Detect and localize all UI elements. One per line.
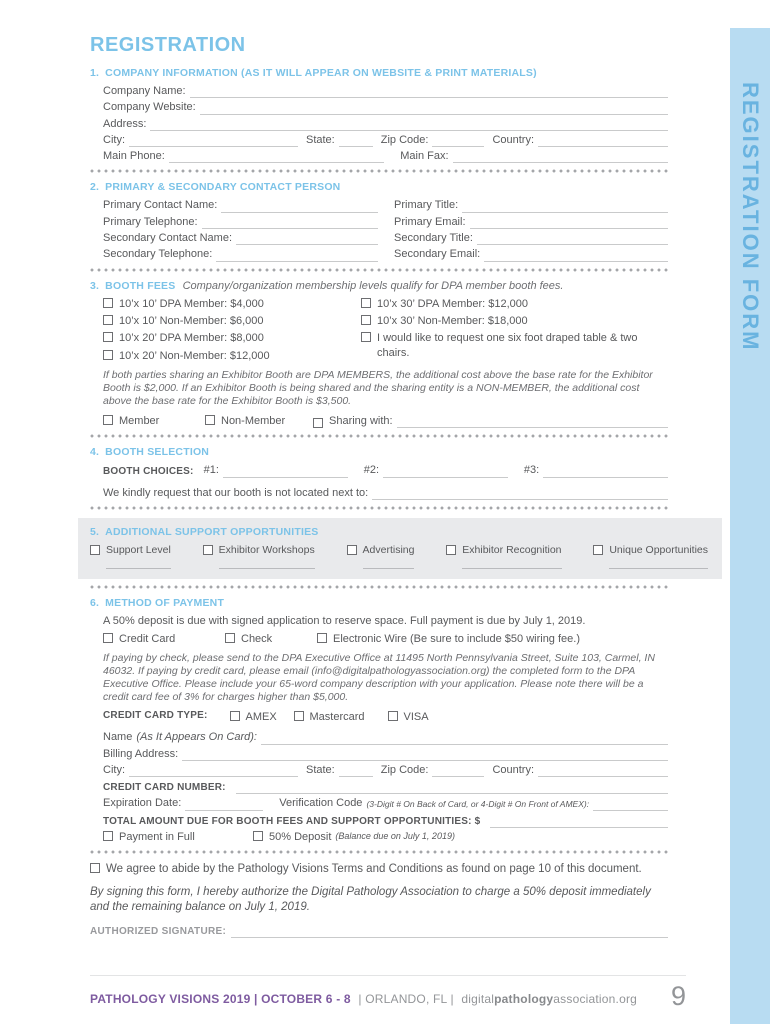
checkbox-support-level[interactable] <box>90 545 100 555</box>
option-support-level <box>90 544 171 570</box>
option-10x30-dpa-member <box>361 297 668 311</box>
input-line-billing-address[interactable] <box>182 749 668 761</box>
row-booth-choices <box>103 463 668 477</box>
exhibitor-workshops-label: Exhibitor Workshops <box>218 543 315 556</box>
label-billing-country: Country: <box>492 763 535 776</box>
row-phone-fax <box>103 149 668 163</box>
input-line-primary-contact-name[interactable] <box>221 201 378 213</box>
footer-location: | ORLANDO, FL | <box>358 992 454 1006</box>
sharing-with-label: Sharing with: <box>329 414 393 427</box>
unique-opportunities-label: Unique Opportunities <box>609 543 708 556</box>
option-label: 10’x 20’ DPA Member: $8,000 <box>119 332 264 345</box>
checkbox-10x30-non-member[interactable] <box>361 315 371 325</box>
label-billing-city: City: <box>103 763 125 776</box>
option-payment-in-full <box>103 830 253 844</box>
checkbox-advertising[interactable] <box>347 545 357 555</box>
section-2-title: PRIMARY & SECONDARY CONTACT PERSON <box>105 181 341 194</box>
label-choice-2: #2: <box>363 464 380 477</box>
option-exhibitor-recognition <box>446 544 561 570</box>
input-line-exhibitor-workshops[interactable] <box>219 559 315 569</box>
checkbox-unique-opportunities[interactable] <box>593 545 603 555</box>
input-line-choice-2[interactable] <box>383 466 508 478</box>
footer-url-prefix: digital <box>461 992 495 1006</box>
checkbox-10x20-non-member[interactable] <box>103 350 113 360</box>
label-authorized-signature: AUTHORIZED SIGNATURE: <box>90 926 227 938</box>
payment-in-full-label: Payment in Full <box>119 830 195 843</box>
section-3-title: BOOTH FEES <box>105 279 176 292</box>
label-company-name: Company Name: <box>103 85 186 97</box>
label-address: Address: <box>103 117 147 130</box>
option-label: I would like to request one six foot draped table & two chairs. <box>377 332 638 359</box>
input-line-billing-state[interactable] <box>339 765 373 777</box>
section-3-subtitle: Company/organization membership levels qualify for DPA member booth fees. <box>182 279 564 292</box>
option-label: 10’x 20’ Non-Member: $12,000 <box>119 349 270 362</box>
option-member <box>103 414 205 428</box>
deposit-note: (Balance due on July 1, 2019) <box>335 830 455 841</box>
input-line-primary-email[interactable] <box>470 217 668 229</box>
option-label: 10’x 10’ Non-Member: $6,000 <box>119 314 264 327</box>
input-line-main-phone[interactable] <box>169 151 384 163</box>
dotted-separator <box>90 585 668 589</box>
input-line-expiration-date[interactable] <box>185 799 263 811</box>
row-authorized-signature <box>90 925 668 938</box>
option-draped-table <box>361 331 668 360</box>
checkbox-10x30-dpa-member[interactable] <box>361 298 371 308</box>
input-line-city[interactable] <box>129 135 298 147</box>
checkbox-exhibitor-workshops[interactable] <box>203 545 213 555</box>
label-expiration-date: Expiration Date: <box>103 797 182 810</box>
checkbox-visa[interactable] <box>388 711 398 721</box>
input-line-secondary-contact-name[interactable] <box>236 233 378 245</box>
section-1-title: COMPANY INFORMATION (AS IT WILL APPEAR ON WEBSITE & PRINT MATERIALS) <box>105 67 537 79</box>
registration-form-sidebar <box>730 28 770 1024</box>
credit-card-label: Credit Card <box>119 632 176 645</box>
input-line-exhibitor-recognition[interactable] <box>462 559 561 569</box>
option-label: 10’x 30’ Non-Member: $18,000 <box>377 314 528 327</box>
label-primary-title: Primary Title: <box>394 199 459 212</box>
row-primary-contact-name <box>103 198 668 212</box>
label-secondary-email: Secondary Email: <box>394 248 481 261</box>
input-line-address[interactable] <box>150 119 668 131</box>
row-booth-request <box>103 486 668 500</box>
label-choice-3: #3: <box>523 464 540 477</box>
section-contact-person <box>90 181 668 261</box>
label-verification-code: Verification Code <box>279 797 363 810</box>
row-membership <box>103 414 668 428</box>
checkbox-check[interactable] <box>225 633 235 643</box>
input-line-credit-card-number[interactable] <box>236 782 668 794</box>
option-10x10-dpa-member <box>103 297 361 311</box>
input-line-state[interactable] <box>339 135 373 147</box>
booth-sharing-note: If both parties sharing an Exhibitor Booth are DPA MEMBERS, the additional cost above the base rate for the Exhibitor Booth is $2,000. If an Exhibitor Booth is being shared and the sharing entity is a NON-MEMBER, the additional cost above the base rate for the Exhibitor Booth is $3,500. <box>103 368 653 407</box>
label-main-fax: Main Fax: <box>400 150 449 163</box>
checkbox-sharing-with[interactable] <box>313 418 323 428</box>
advertising-label: Advertising <box>362 543 415 556</box>
checkbox-10x20-dpa-member[interactable] <box>103 332 113 342</box>
label-primary-contact-name: Primary Contact Name: <box>103 199 218 212</box>
option-50-deposit <box>253 830 455 844</box>
input-line-billing-country[interactable] <box>538 765 668 777</box>
dotted-separator <box>90 850 668 854</box>
row-primary-telephone <box>103 215 668 229</box>
option-amex <box>230 710 294 724</box>
section-method-of-payment <box>90 597 668 843</box>
label-secondary-title: Secondary Title: <box>394 232 473 245</box>
amex-label: AMEX <box>245 711 277 724</box>
option-10x20-dpa-member <box>103 331 361 345</box>
input-line-total-amount[interactable] <box>490 816 668 828</box>
label-main-phone: Main Phone: <box>103 150 165 163</box>
checkbox-draped-table[interactable] <box>361 332 371 342</box>
row-expiration-verification <box>103 796 668 810</box>
section-booth-fees <box>90 280 668 429</box>
payment-intro: A 50% deposit is due with signed application to reserve space. Full payment is due by July 1, 2019. <box>103 615 586 628</box>
input-line-sharing-with[interactable] <box>397 416 668 428</box>
option-credit-card <box>103 632 225 646</box>
row-payment-method <box>103 632 668 649</box>
label-verification-note: (3-Digit # On Back of Card, or 4-Digit # On Front of AMEX): <box>366 798 590 809</box>
option-10x20-non-member <box>103 349 361 363</box>
page-footer <box>90 975 686 1010</box>
input-line-unique-opportunities[interactable] <box>609 559 708 569</box>
row-billing-city-state-zip-country <box>103 763 668 777</box>
checkbox-electronic-wire[interactable] <box>317 633 327 643</box>
input-line-booth-request[interactable] <box>372 488 668 500</box>
option-10x30-non-member <box>361 314 668 328</box>
input-line-country[interactable] <box>538 135 668 147</box>
input-line-cardholder-name[interactable] <box>261 733 668 745</box>
section-1-heading <box>90 67 668 79</box>
input-line-company-name[interactable] <box>190 86 668 98</box>
input-line-secondary-email[interactable] <box>484 250 668 262</box>
option-electronic-wire <box>317 632 668 646</box>
input-line-zip-code[interactable] <box>432 135 484 147</box>
label-country: Country: <box>492 133 535 146</box>
label-primary-email: Primary Email: <box>394 215 466 228</box>
section-6-title: METHOD OF PAYMENT <box>105 597 225 610</box>
input-line-advertising[interactable] <box>363 559 415 569</box>
visa-label: VISA <box>403 711 429 724</box>
mastercard-label: Mastercard <box>309 711 365 724</box>
payment-note: If paying by check, please send to the DPA Executive Office at 11495 North Pennsylvania Street, Suite 103, Carmel, IN 46032. If paying by credit card, please email (info@digitalpathologyassociation.org) the completed form to the DPA Executive Office. Please include your 65-word company description with your application. Please note there will be a credit card fee of 3% for charges higher than $5,000. <box>103 652 655 704</box>
input-line-choice-1[interactable] <box>223 466 348 478</box>
dotted-separator <box>90 169 668 173</box>
authorization-statement: By signing this form, I hereby authorize the Digital Pathology Association to charge a 50% deposit immediately and the remaining balance on July 1, 2019. <box>90 885 651 913</box>
row-terms-agreement <box>90 862 668 877</box>
section-1-number: 1. <box>90 67 100 79</box>
checkbox-10x10-non-member[interactable] <box>103 315 113 325</box>
checkbox-credit-card[interactable] <box>103 633 113 643</box>
row-credit-card-type <box>103 710 668 727</box>
checkbox-terms-agreement[interactable] <box>90 863 100 873</box>
section-5-heading <box>90 526 708 538</box>
dotted-separator <box>90 268 668 272</box>
electronic-wire-label: Electronic Wire (Be sure to include $50 wiring fee.) <box>333 632 580 645</box>
row-payment-schedule <box>103 830 668 844</box>
footer-url-emphasis: pathology <box>494 992 554 1006</box>
option-label: 10’x 10’ DPA Member: $4,000 <box>119 297 264 310</box>
footer-website-url <box>461 992 637 1006</box>
label-company-website: Company Website: <box>103 101 196 114</box>
footer-text <box>90 992 637 1010</box>
input-line-primary-title[interactable] <box>462 201 668 213</box>
check-label: Check <box>241 632 273 645</box>
option-mastercard <box>294 710 388 724</box>
option-sharing-with <box>313 414 668 428</box>
terms-agreement-text: We agree to abide by the Pathology Visions Terms and Conditions as found on page 10 of this document. <box>106 862 642 875</box>
input-line-main-fax[interactable] <box>453 151 668 163</box>
option-advertising <box>347 544 415 570</box>
row-secondary-contact-name <box>103 231 668 245</box>
non-member-label: Non-Member <box>221 414 286 427</box>
option-exhibitor-workshops <box>203 544 315 570</box>
label-name: Name <box>103 731 133 744</box>
footer-url-suffix: association.org <box>553 992 638 1006</box>
section-additional-support <box>78 518 722 580</box>
label-city: City: <box>103 133 125 146</box>
input-line-secondary-telephone[interactable] <box>216 250 378 262</box>
label-booth-choices: BOOTH CHOICES: <box>103 465 194 477</box>
label-choice-1: #1: <box>203 464 219 477</box>
label-billing-address: Billing Address: <box>103 747 179 760</box>
section-5-title: ADDITIONAL SUPPORT OPPORTUNITIES <box>105 525 319 538</box>
label-secondary-telephone: Secondary Telephone: <box>103 248 213 261</box>
checkbox-10x10-dpa-member[interactable] <box>103 298 113 308</box>
row-cardholder-name <box>103 730 668 744</box>
checkbox-amex[interactable] <box>230 711 240 721</box>
dotted-separator <box>90 434 668 438</box>
section-2-number: 2. <box>90 181 100 194</box>
member-label: Member <box>119 414 160 427</box>
option-10x10-non-member <box>103 314 361 328</box>
checkbox-50-deposit[interactable] <box>253 831 263 841</box>
label-name-note: (As It Appears On Card): <box>136 731 257 744</box>
checkbox-exhibitor-recognition[interactable] <box>446 545 456 555</box>
label-primary-telephone: Primary Telephone: <box>103 215 198 228</box>
input-line-support-level[interactable] <box>106 559 171 569</box>
dotted-separator <box>90 506 668 510</box>
label-booth-request: We kindly request that our booth is not located next to: <box>103 486 369 499</box>
label-state: State: <box>305 133 335 146</box>
section-6-heading <box>90 597 668 609</box>
label-billing-zip: Zip Code: <box>380 763 429 776</box>
section-5-number: 5. <box>90 525 100 538</box>
input-line-billing-zip[interactable] <box>432 765 484 777</box>
option-check <box>225 632 317 646</box>
row-address <box>103 117 668 131</box>
option-label: 10’x 30’ DPA Member: $12,000 <box>377 297 529 310</box>
checkbox-payment-in-full[interactable] <box>103 831 113 841</box>
form-content <box>90 34 708 940</box>
section-3-number: 3. <box>90 279 100 292</box>
input-line-authorized-signature[interactable] <box>231 926 668 938</box>
section-4-number: 4. <box>90 446 100 459</box>
row-city-state-zip-country <box>103 133 668 147</box>
section-6-number: 6. <box>90 597 100 610</box>
input-line-company-website[interactable] <box>200 103 668 115</box>
section-3-heading <box>90 280 668 292</box>
input-line-verification-code[interactable] <box>593 799 668 811</box>
page-number: 9 <box>670 981 686 1011</box>
section-company-information <box>90 67 668 163</box>
section-4-title: BOOTH SELECTION <box>105 446 210 459</box>
exhibitor-recognition-label: Exhibitor Recognition <box>462 543 562 556</box>
checkbox-non-member[interactable] <box>205 415 215 425</box>
deposit-label: 50% Deposit <box>269 830 332 843</box>
section-4-heading <box>90 446 668 458</box>
row-billing-address <box>103 747 668 761</box>
label-billing-state: State: <box>305 763 335 776</box>
section-2-heading <box>90 181 668 193</box>
input-line-choice-3[interactable] <box>543 466 668 478</box>
sidebar-vertical-label: REGISTRATION FORM <box>738 82 763 352</box>
option-non-member <box>205 414 313 428</box>
row-company-name <box>103 84 668 98</box>
label-total-amount: TOTAL AMOUNT DUE FOR BOOTH FEES AND SUPPORT OPPORTUNITIES: $ <box>103 815 481 827</box>
label-credit-card-number: CREDIT CARD NUMBER: <box>103 782 226 794</box>
label-secondary-contact-name: Secondary Contact Name: <box>103 232 233 245</box>
input-line-primary-telephone[interactable] <box>202 217 378 229</box>
row-company-website <box>103 100 668 114</box>
input-line-secondary-title[interactable] <box>477 233 668 245</box>
section-booth-selection <box>90 446 668 500</box>
input-line-billing-city[interactable] <box>129 765 298 777</box>
label-zip-code: Zip Code: <box>380 133 429 146</box>
checkbox-member[interactable] <box>103 415 113 425</box>
footer-event-name: PATHOLOGY VISIONS 2019 | OCTOBER 6 - 8 <box>90 992 351 1006</box>
support-level-label: Support Level <box>106 543 171 556</box>
option-unique-opportunities <box>593 544 708 570</box>
page-title: REGISTRATION <box>90 34 246 56</box>
checkbox-mastercard[interactable] <box>294 711 304 721</box>
row-credit-card-number <box>103 781 668 794</box>
label-credit-card-type: CREDIT CARD TYPE: <box>103 710 208 722</box>
row-secondary-telephone <box>103 247 668 261</box>
option-visa <box>388 710 429 724</box>
row-total-amount <box>103 815 668 828</box>
